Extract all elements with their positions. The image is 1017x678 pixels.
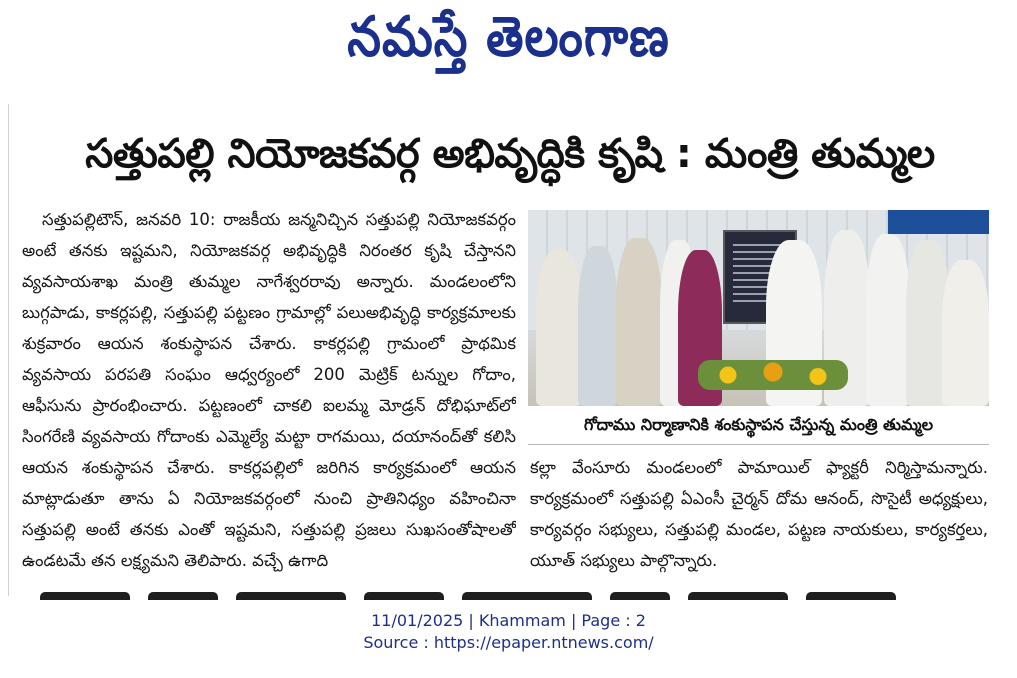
article-paragraph-left: సత్తుపల్లిటౌన్, జనవరి 10: రాజకీయ జన్మనిచ్చిన సత్తుపల్లి నియోజకవర్గం అంటే తనకు ఇష్టమని, నియోజకవర్గ అభివృద్ధికి నిరంతర కృషి చేస్తానని వ్యవసాయశాఖ మంత్రి తుమ్మల నాగేశ్వరరావు అన్నారు. మండలంలోని బుగ్గపాడు, కాకర్లపల్లి, సత్తుపల్లి పట్టణం గ్రామాల్లో పలుఅభివృద్ధి కార్యక్రమాలకు శుక్రవారం ఆయన శంకుస్థాపన చేశారు. కాకర్లపల్లి గ్రామంలో ప్రాథమిక వ్యవసాయ పరపతి సంఘం ఆధ్వర్యంలో 200 మెట్రిక్ టన్నుల గోదాం, ఆఫీసును ప్రారంభించారు. పట్టణంలో చాకలి ఐలమ్మ మోడ్రన్ దోభిఘాట్‌లో సింగరేణి వ్యవసాయ గోదాంకు ఎమ్మెల్యే మట్టా రాగమయి, దయానంద్‌తో కలిసి ఆయన శంకుస్థాపన చేశారు. కాకర్లపల్లిలో జరిగిన కార్యక్రమంలో ఆయన మాట్లాడుతూ తాను ఏ నియోజకవర్గంలో నుంచి ప్రాతినిధ్యం వహించినా సత్తుపల్లి అంటే తనకు ఎంతో ఇష్టమని, సత్తుపల్లి ప్రజలు సుఖసంతోషాలతో ఉండటమే తన లక్ష్యమని తెలిపారు. వచ్చే ఉగాది: [22, 210, 516, 570]
person-figure: [942, 260, 989, 406]
article-headline: సత్తుపల్లి నియోజకవర్గ అభివృద్ధికి కృషి : మంత్రి తుమ్మల: [85, 131, 935, 177]
next-article-headline-cutoff: [40, 586, 980, 600]
article-body-left-column: [22, 204, 516, 578]
photo-sign-board: [888, 210, 989, 234]
person-figure: [536, 250, 582, 406]
person-figure: [578, 246, 618, 406]
article-body-right-column: [530, 452, 988, 578]
source-link[interactable]: Source : https://epaper.ntnews.com/: [363, 633, 654, 652]
article-photo: [528, 210, 989, 406]
person-figure: [866, 234, 910, 406]
newspaper-masthead: [0, 0, 1017, 82]
flower-decoration: [698, 360, 848, 390]
edition-info: 11/01/2025 | Khammam | Page : 2: [371, 611, 646, 630]
photo-caption: గోదాము నిర్మాణానికి శంకుస్థాపన చేస్తున్న మంత్రి తుమ్మల: [528, 406, 989, 445]
article-paragraph-right: కల్లా వేంసూరు మండలంలో పామాయిల్ ఫ్యాక్టరీ నిర్మిస్తామన్నారు. కార్యక్రమంలో సత్తుపల్లి ఏఎంసీ చైర్మన్ దోమ ఆనంద్, సొసైటీ అధ్యక్షులు, కార్యవర్గం సభ్యులు, సత్తుపల్లి మండల, పట్టణ నాయకులు, కార్యకర్తలు, యూత్ సభ్యులు పాల్గొన్నారు.: [530, 458, 988, 570]
person-figure: [616, 238, 662, 406]
page-footer: [0, 610, 1017, 654]
masthead-logo: నమస్తే తెలంగాణ: [347, 4, 670, 70]
